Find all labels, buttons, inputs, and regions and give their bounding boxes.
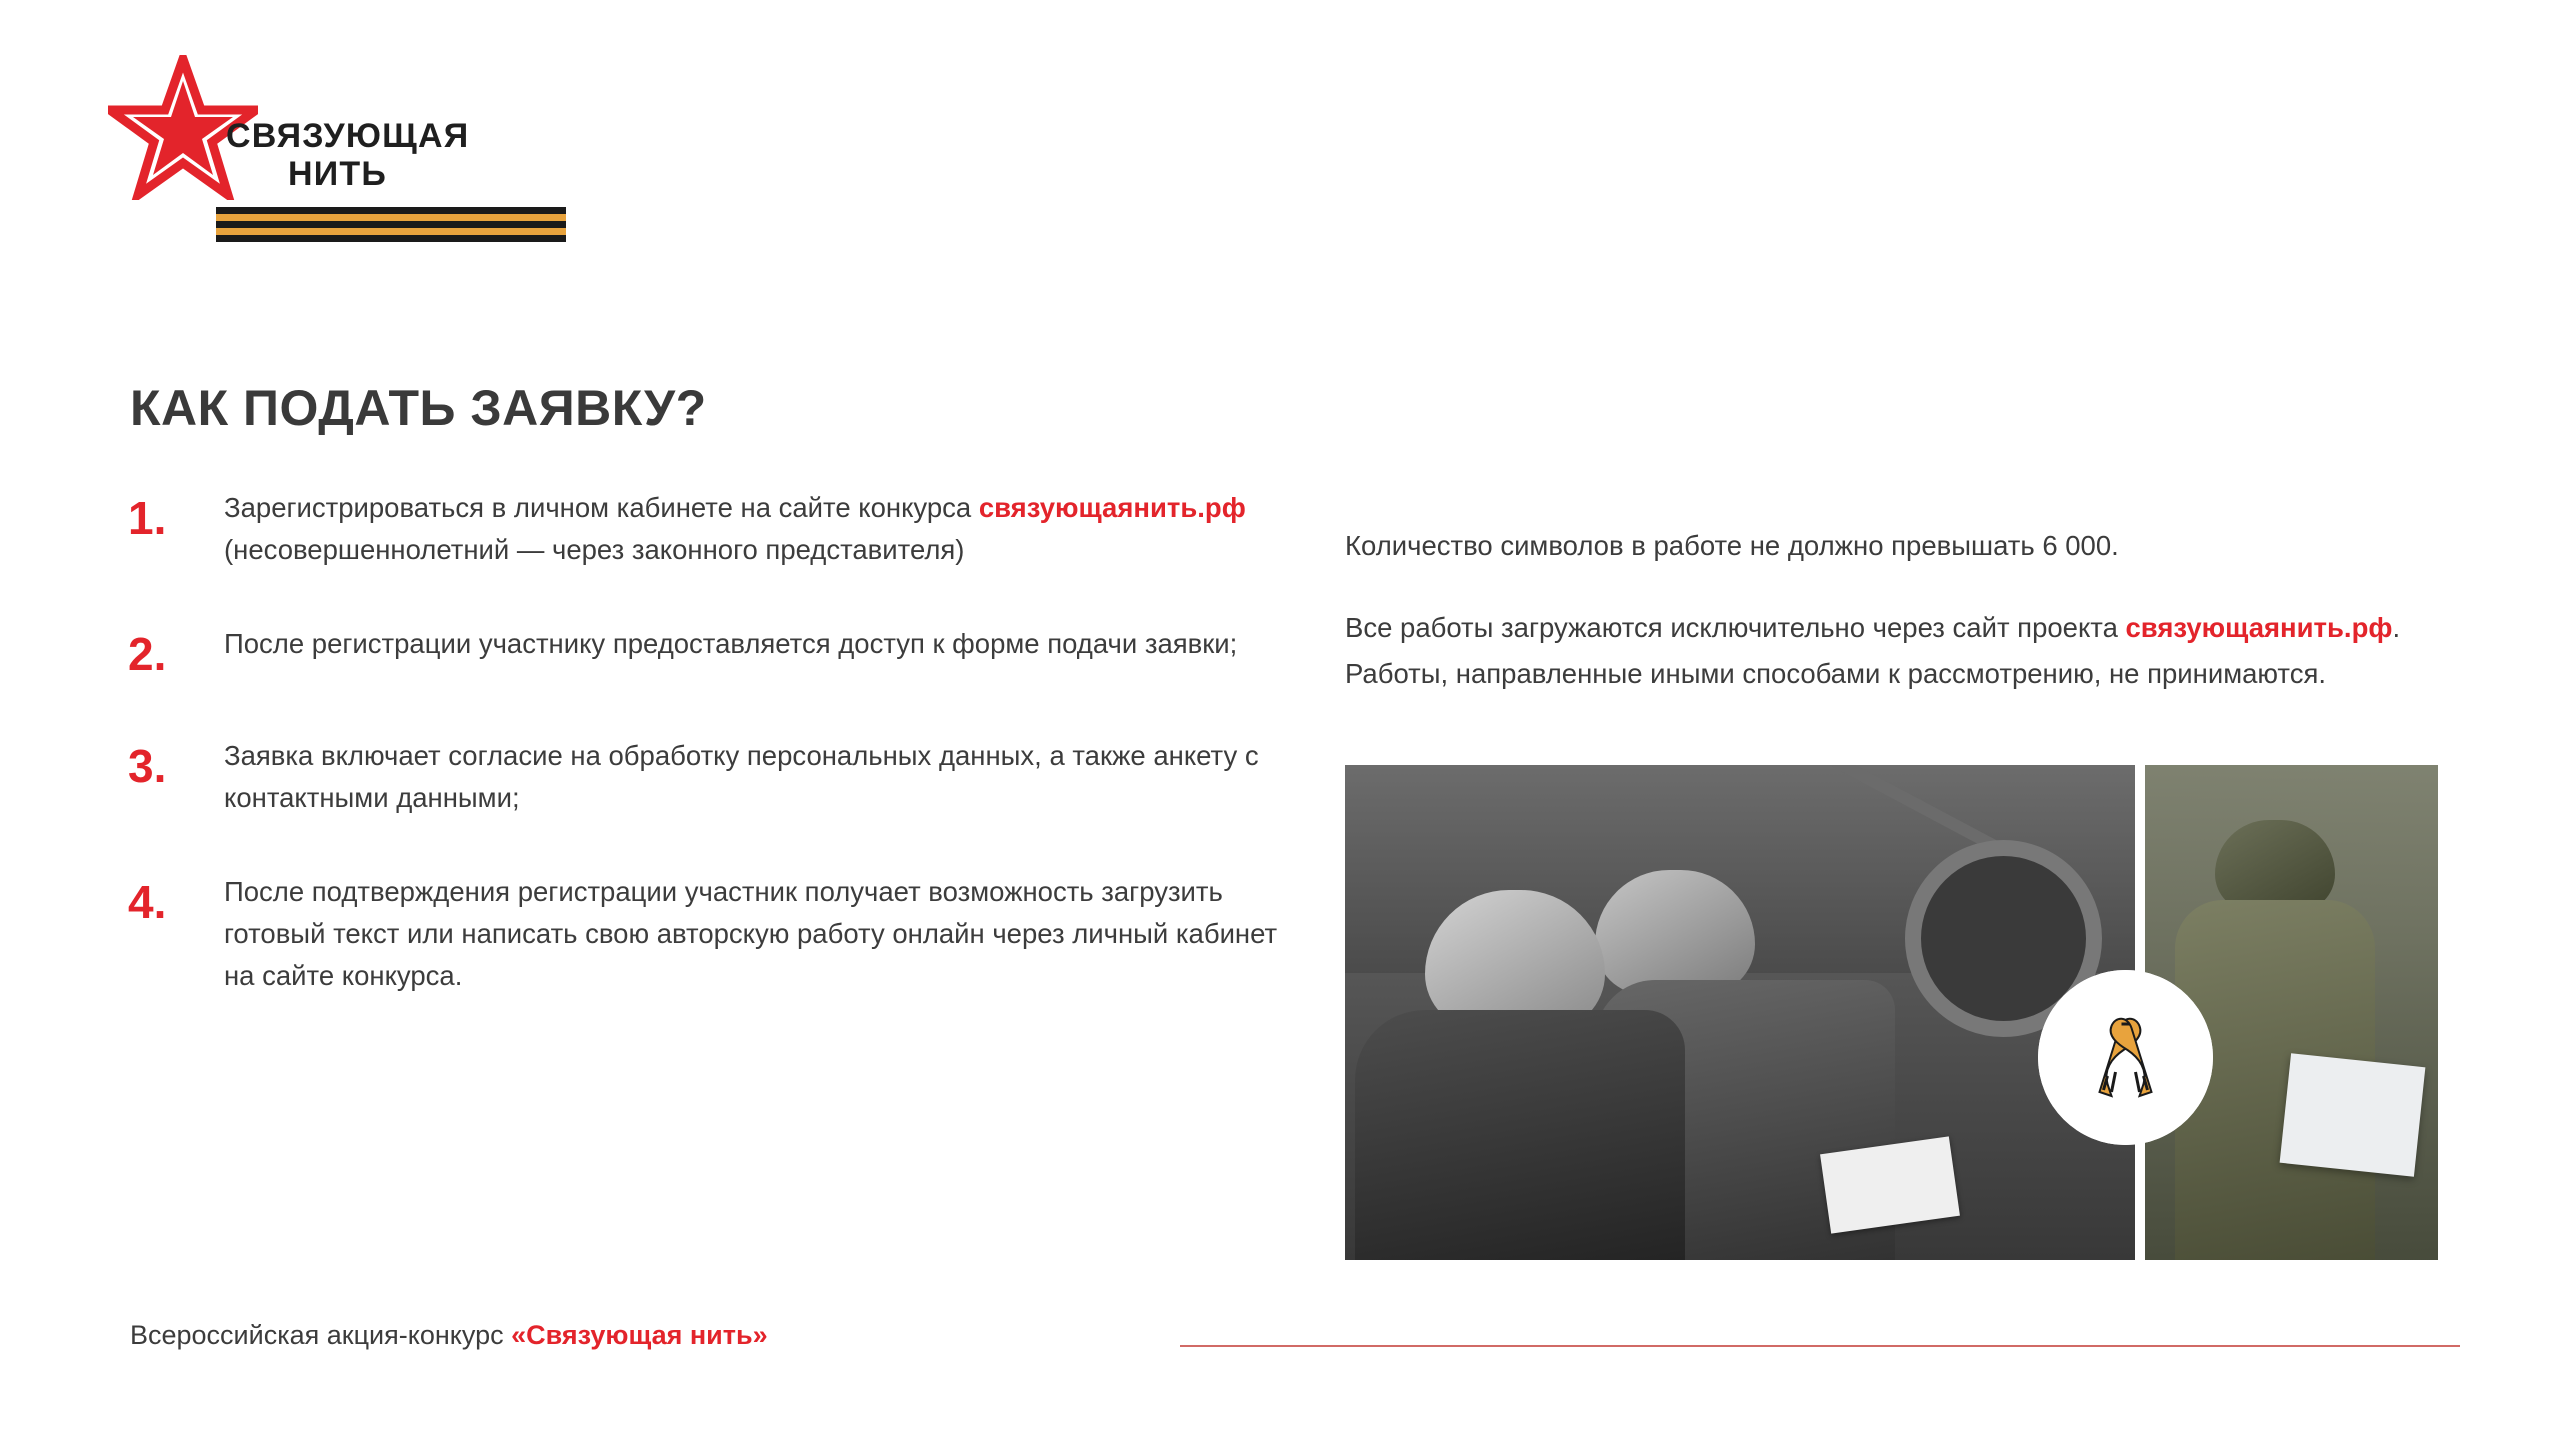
char-limit-note: Количество символов в работе не должно превышать 6 000. (1345, 529, 2119, 561)
steps-list (128, 487, 1278, 1049)
step-text (224, 487, 1278, 571)
step-text: После подтверждения регистрации участник получает возможность загрузить готовый текст или написать свою авторскую работу онлайн через личный кабинет на сайте конкурса. (224, 876, 1278, 991)
list-item (128, 871, 1278, 997)
site-link[interactable]: связующаянить.рф (2125, 611, 2393, 643)
footer-project-name: «Связующая нить» (511, 1320, 768, 1350)
step-number: 1. (128, 492, 167, 544)
logo-text-line1: СВЯЗУЮЩАЯ (226, 117, 470, 155)
step-text-part: (несовершеннолетний — через законного представителя) (224, 534, 965, 565)
list-item (128, 735, 1278, 819)
step-number: 4. (128, 876, 167, 928)
site-link[interactable]: связующаянить.рф (978, 492, 1246, 523)
step-text: Заявка включает согласие на обработку персональных данных, а также анкету с контактными данными; (224, 740, 1259, 813)
footer-caption (130, 1320, 768, 1351)
list-item (128, 623, 1278, 683)
footer-text: Всероссийская акция-конкурс (130, 1320, 512, 1350)
step-number: 2. (128, 628, 167, 680)
logo-text (226, 117, 556, 193)
soldiers-writing-letter-photo (1345, 765, 2135, 1260)
ribbon-stripes (216, 207, 566, 241)
page-title: КАК ПОДАТЬ ЗАЯВКУ? (130, 379, 707, 436)
photo-group (1345, 765, 2438, 1260)
georgian-ribbon-icon (2038, 970, 2213, 1145)
submission-note-part: . Работы, направленные иными способами к рассмотрению, не принимаются. (1345, 611, 2401, 689)
logo-text-line2: НИТЬ (288, 155, 387, 193)
submission-note-part: Все работы загружаются исключительно через сайт проекта (1345, 611, 2126, 643)
step-text-part: Зарегистрироваться в личном кабинете на сайте конкурса (224, 492, 979, 523)
logo (108, 55, 508, 200)
step-text: После регистрации участнику предоставляется доступ к форме подачи заявки; (224, 628, 1238, 659)
step-number: 3. (128, 740, 167, 792)
right-text-column (1345, 495, 2435, 697)
list-item (128, 487, 1278, 571)
footer-divider (1180, 1345, 2460, 1347)
submission-note (1345, 605, 2435, 697)
